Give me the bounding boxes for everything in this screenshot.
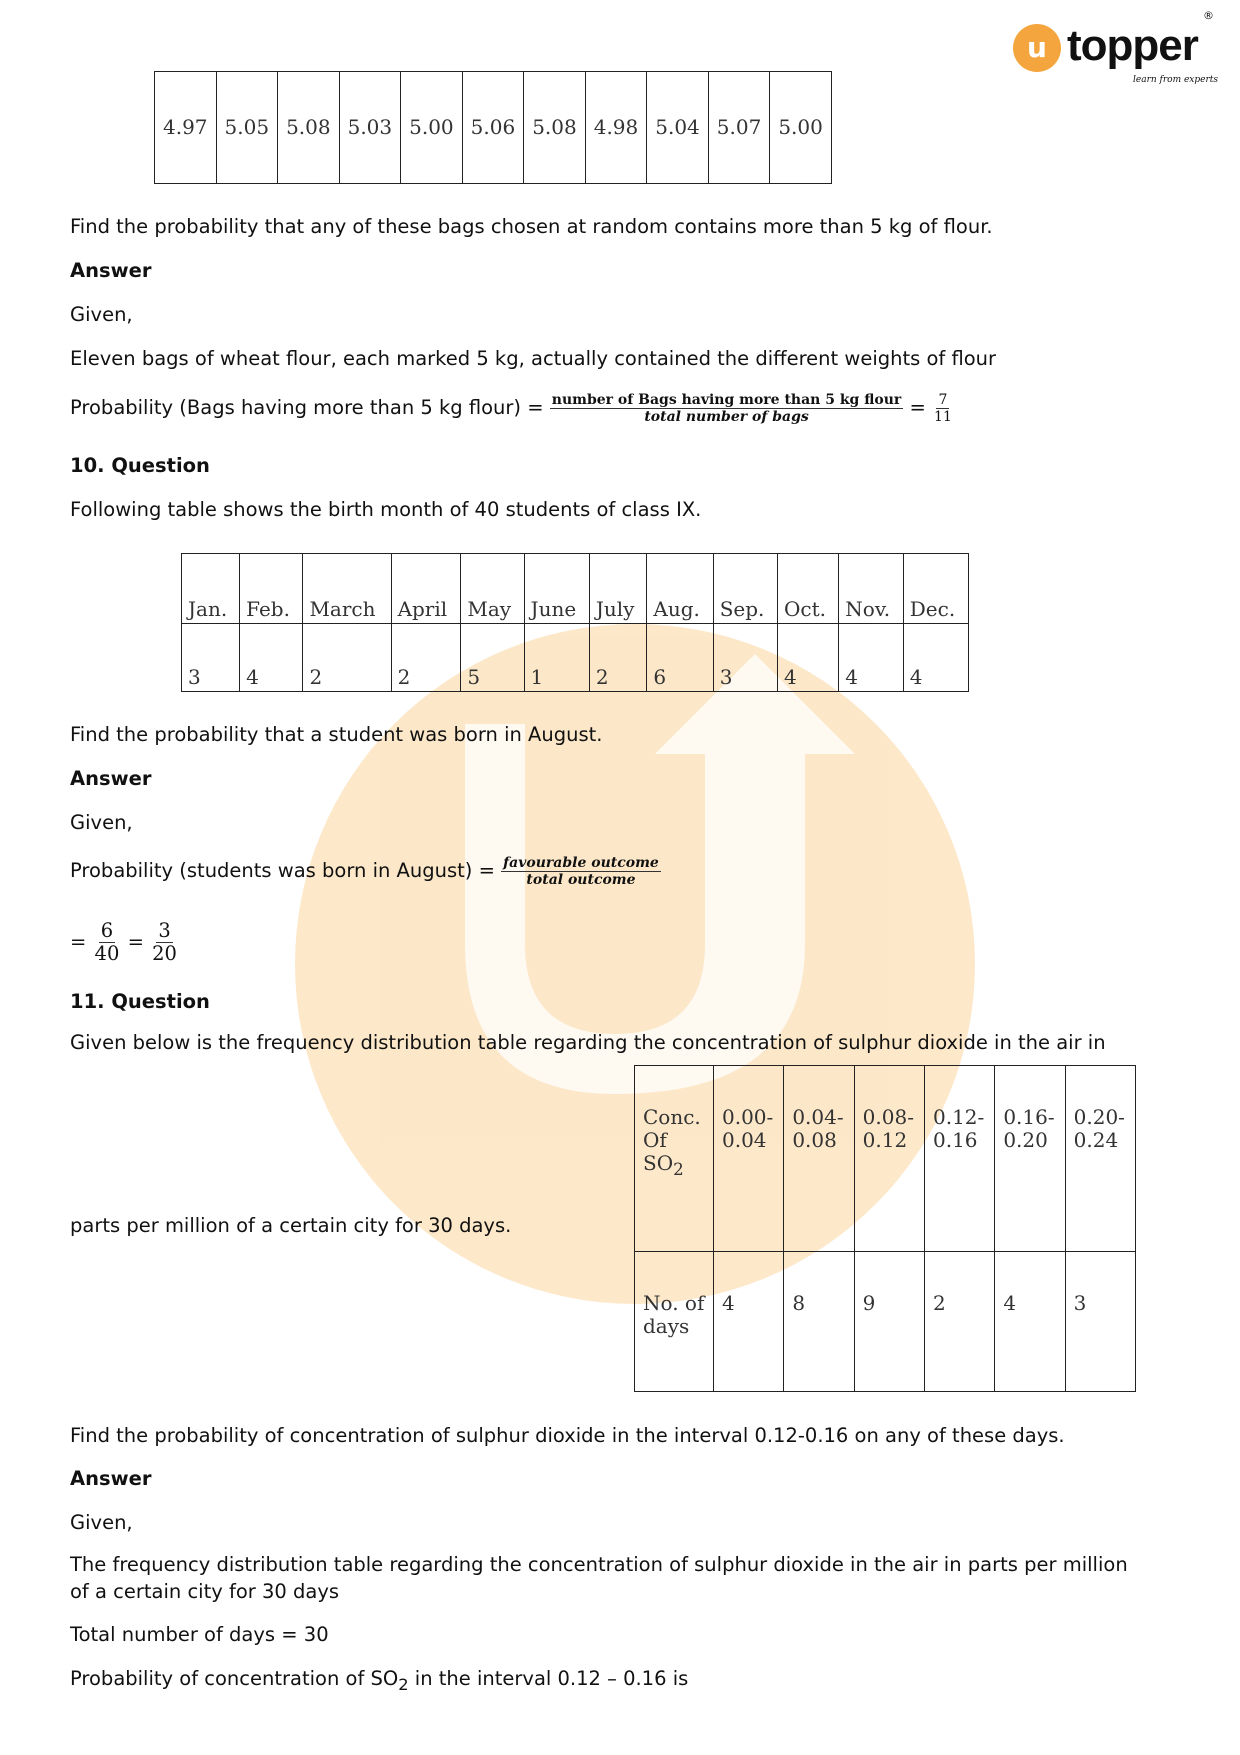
table-cell: 8	[784, 1252, 854, 1392]
table-cell: Feb.	[240, 554, 303, 624]
q9-answer-label: Answer	[70, 259, 152, 282]
q11-intro2: parts per million of a certain city for 30 days.	[70, 1214, 512, 1237]
table-cell: Jan.	[182, 554, 240, 624]
table-cell: 5.04	[647, 72, 709, 184]
q11-answer-label: Answer	[70, 1467, 152, 1490]
table-cell: June	[524, 554, 589, 624]
q11-line3a: Probability of concentration of SO	[70, 1667, 399, 1690]
q10-result	[70, 920, 179, 966]
table-cell: 4.97	[155, 72, 217, 184]
q9-numerator: number of Bags having more than 5 kg flour	[551, 392, 902, 408]
registered-mark: ®	[1203, 9, 1214, 22]
table-cell: 4	[839, 624, 903, 692]
q10-n2: 3	[158, 919, 171, 942]
table-cell: Oct.	[778, 554, 839, 624]
table-cell: 2	[391, 624, 461, 692]
q9-prob-label: Probability (Bags having more than 5 kg flour) =	[70, 396, 544, 420]
table-cell: May	[461, 554, 524, 624]
equals: =	[127, 930, 144, 954]
table-cell: 0.12- 0.16	[924, 1066, 994, 1252]
q11-line1: The frequency distribution table regarding the concentration of sulphur dioxide in the air in parts per million	[70, 1553, 1128, 1576]
table-cell: 1	[524, 624, 589, 692]
q9-question: Find the probability that any of these bags chosen at random contains more than 5 kg of flour.	[70, 215, 993, 238]
q11-line1b: of a certain city for 30 days	[70, 1580, 340, 1603]
table-cell: 5.08	[278, 72, 340, 184]
table-cell: 0.08- 0.12	[854, 1066, 924, 1252]
equals: =	[70, 930, 87, 954]
table-cell: 3	[713, 624, 777, 692]
logo-name: topper	[1067, 21, 1198, 70]
q10-question: Find the probability that a student was born in August.	[70, 723, 603, 746]
q9-result-num: 7	[938, 392, 948, 408]
so2-table	[634, 1065, 1136, 1392]
table-cell: 2	[924, 1252, 994, 1392]
table-cell: 0.00- 0.04	[714, 1066, 784, 1252]
q10-probability	[70, 855, 661, 888]
q10-denominator: total outcome	[526, 872, 636, 889]
q10-heading: 10. Question	[70, 454, 210, 477]
q9-denominator: total number of bags	[644, 409, 809, 426]
table-cell: 6	[647, 624, 713, 692]
conc-sub: 2	[673, 1160, 684, 1179]
q11-given: Given,	[70, 1511, 133, 1534]
table-cell: 3	[1065, 1252, 1135, 1392]
table-cell: 4.98	[585, 72, 647, 184]
table-cell: 5.00	[401, 72, 463, 184]
table-cell: 5.03	[339, 72, 401, 184]
q11-line3b: in the interval 0.12 – 0.16 is	[408, 1667, 689, 1690]
table-cell: 3	[182, 624, 240, 692]
birth-month-table	[181, 553, 969, 692]
q11-line3sub: 2	[398, 1674, 409, 1694]
q11-heading: 11. Question	[70, 990, 210, 1013]
table-cell: July	[589, 554, 647, 624]
q10-numerator: favourable outcome	[503, 855, 659, 871]
equals: =	[909, 396, 926, 420]
table-cell: 2	[303, 624, 391, 692]
table-cell: 5.06	[462, 72, 524, 184]
table-cell: 0.20- 0.24	[1065, 1066, 1135, 1252]
q10-n1: 6	[100, 919, 114, 942]
table-cell: 5.00	[770, 72, 832, 184]
q10-prob-label: Probability (students was born in August) =	[70, 859, 495, 883]
q9-given: Given,	[70, 303, 133, 326]
table-cell: 0.16- 0.20	[995, 1066, 1065, 1252]
topper-logo	[1013, 9, 1219, 90]
q10-given: Given,	[70, 811, 133, 834]
table-cell: March	[303, 554, 391, 624]
table-cell: Nov.	[839, 554, 903, 624]
flour-weights-table	[154, 71, 832, 184]
q9-result-den: 11	[934, 409, 952, 426]
table-cell: April	[391, 554, 461, 624]
q10-intro: Following table shows the birth month of 40 students of class IX.	[70, 498, 702, 521]
logo-icon: u	[1013, 24, 1061, 72]
q10-answer-label: Answer	[70, 767, 152, 790]
table-cell: 4	[240, 624, 303, 692]
q11-question: Find the probability of concentration of sulphur dioxide in the interval 0.12-0.16 on any of these days.	[70, 1424, 1065, 1447]
table-cell: 4	[714, 1252, 784, 1392]
table-cell: Aug.	[647, 554, 713, 624]
table-cell: 5	[461, 624, 524, 692]
table-cell: 4	[903, 624, 968, 692]
q11-total-days: Total number of days = 30	[70, 1623, 329, 1646]
table-cell: 0.04- 0.08	[784, 1066, 854, 1252]
table-cell: Sep.	[713, 554, 777, 624]
table-cell: 9	[854, 1252, 924, 1392]
days-label: No. of days	[643, 1291, 705, 1339]
q10-d1: 40	[94, 942, 120, 966]
table-cell: 2	[589, 624, 647, 692]
q10-d2: 20	[152, 942, 177, 966]
table-cell: 4	[778, 624, 839, 692]
q9-line1: Eleven bags of wheat flour, each marked 5 kg, actually contained the different weights of flour	[70, 347, 997, 370]
table-cell: 5.07	[708, 72, 770, 184]
logo-tagline: learn from experts	[1133, 75, 1219, 85]
table-cell: 5.05	[216, 72, 278, 184]
q11-probability-line	[70, 1667, 688, 1696]
conc-label: Conc. Of SO	[643, 1105, 701, 1175]
table-cell: Dec.	[903, 554, 968, 624]
table-cell: 4	[995, 1252, 1065, 1392]
table-cell: 5.08	[524, 72, 586, 184]
q11-intro: Given below is the frequency distribution table regarding the concentration of sulphur dioxide in the air in	[70, 1031, 1106, 1054]
q9-probability	[70, 392, 954, 425]
